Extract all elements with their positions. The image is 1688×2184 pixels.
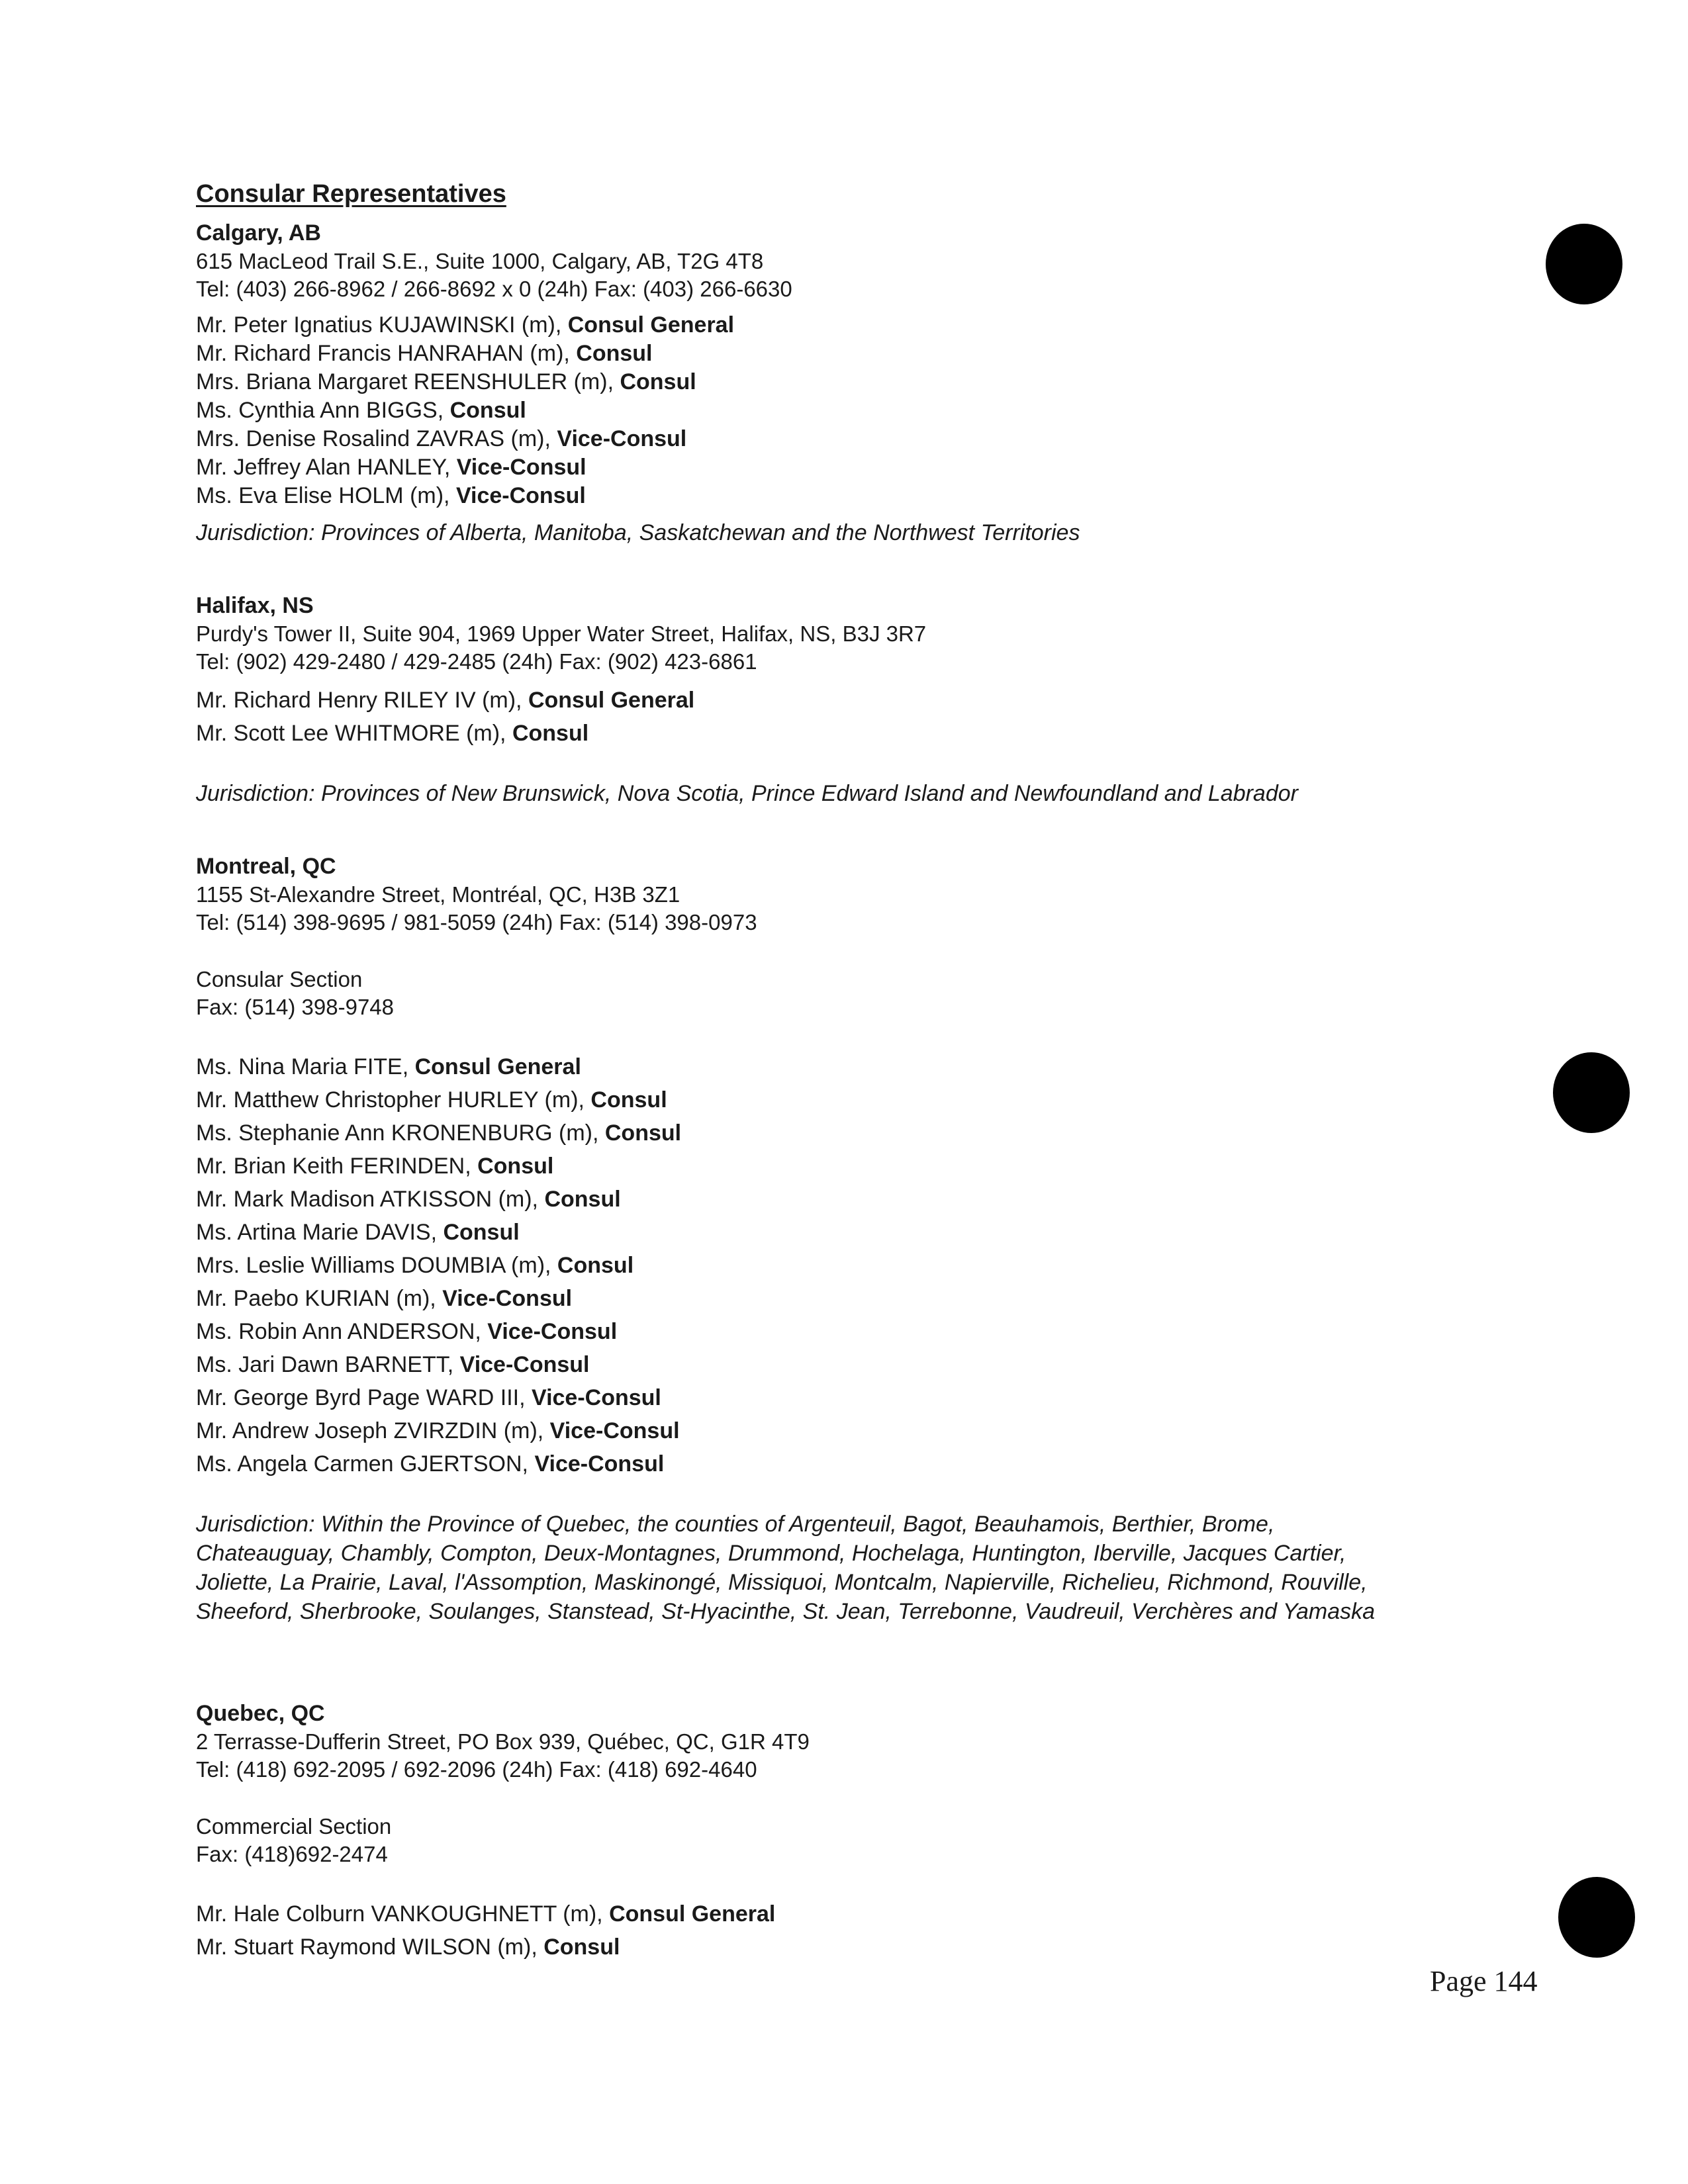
telephone: Tel: (902) 429-2480 / 429-2485 (24h) Fax: (902) 423-6861 [196, 649, 757, 674]
section-name: Commercial Section [196, 1814, 392, 1839]
staff-entry: Mr. George Byrd Page WARD III, Vice-Consul [196, 1385, 661, 1410]
address: Purdy's Tower II, Suite 904, 1969 Upper Water Street, Halifax, NS, B3J 3R7 [196, 621, 927, 646]
address: 2 Terrasse-Dufferin Street, PO Box 939, Québec, QC, G1R 4T9 [196, 1729, 810, 1754]
staff-entry: Mr. Scott Lee WHITMORE (m), Consul [196, 721, 589, 746]
staff-entry: Mr. Richard Henry RILEY IV (m), Consul General [196, 688, 695, 713]
document-body [196, 177, 1520, 1964]
staff-entry: Mr. Brian Keith FERINDEN, Consul [196, 1154, 554, 1179]
staff-entry: Mrs. Leslie Williams DOUMBIA (m), Consul [196, 1253, 634, 1278]
staff-entry: Mr. Stuart Raymond WILSON (m), Consul [196, 1934, 620, 1960]
jurisdiction-line: Sheeford, Sherbrooke, Soulanges, Stanstead, St-Hyacinthe, St. Jean, Terrebonne, Vaudreuil, Verchères and Yamaska [196, 1599, 1376, 1624]
staff-entry: Mr. Andrew Joseph ZVIRZDIN (m), Vice-Consul [196, 1418, 680, 1443]
staff-entry: Ms. Artina Marie DAVIS, Consul [196, 1220, 520, 1245]
calgary-section [196, 218, 1520, 547]
punch-hole-mark [1546, 224, 1622, 304]
address: 1155 St-Alexandre Street, Montréal, QC, H3B 3Z1 [196, 882, 680, 907]
telephone: Tel: (418) 692-2095 / 692-2096 (24h) Fax: (418) 692-4640 [196, 1757, 757, 1782]
staff-entry: Mr. Mark Madison ATKISSON (m), Consul [196, 1187, 621, 1212]
section-name: Consular Section [196, 967, 363, 991]
staff-entry: Ms. Stephanie Ann KRONENBURG (m), Consul [196, 1120, 682, 1146]
staff-entry: Mr. Hale Colburn VANKOUGHNETT (m), Consul General [196, 1901, 776, 1927]
staff-entry: Mr. Paebo KURIAN (m), Vice-Consul [196, 1286, 573, 1311]
city-title: Montreal, QC [196, 854, 336, 879]
staff-entry: Mrs. Denise Rosalind ZAVRAS (m), Vice-Consul [196, 426, 687, 451]
jurisdiction-line: Joliette, La Prairie, Laval, l'Assomption, Maskinongé, Missiquoi, Montcalm, Napierville, Richelieu, Richmond, Rouville, [196, 1570, 1368, 1595]
page-heading: Consular Representatives [196, 180, 506, 208]
staff-entry: Mr. Jeffrey Alan HANLEY, Vice-Consul [196, 455, 586, 480]
staff-entry: Ms. Nina Maria FITE, Consul General [196, 1054, 581, 1079]
section-fax: Fax: (418)692-2474 [196, 1842, 388, 1866]
jurisdiction: Jurisdiction: Provinces of New Brunswick, Nova Scotia, Prince Edward Island and Newfoundland and Labrador [196, 781, 1298, 806]
staff-entry: Mr. Matthew Christopher HURLEY (m), Consul [196, 1087, 667, 1113]
punch-hole-mark [1558, 1877, 1635, 1958]
staff-entry: Mr. Richard Francis HANRAHAN (m), Consul [196, 341, 653, 366]
jurisdiction: Jurisdiction: Provinces of Alberta, Manitoba, Saskatchewan and the Northwest Territories [196, 520, 1080, 545]
staff-entry: Ms. Robin Ann ANDERSON, Vice-Consul [196, 1319, 618, 1344]
telephone: Tel: (403) 266-8962 / 266-8692 x 0 (24h) Fax: (403) 266-6630 [196, 277, 792, 301]
staff-entry: Ms. Cynthia Ann BIGGS, Consul [196, 398, 526, 423]
staff-entry: Ms. Jari Dawn BARNETT, Vice-Consul [196, 1352, 590, 1377]
halifax-section [196, 591, 1520, 808]
staff-entry: Ms. Eva Elise HOLM (m), Vice-Consul [196, 483, 586, 508]
punch-hole-mark [1553, 1052, 1630, 1133]
city-title: Calgary, AB [196, 220, 321, 246]
jurisdiction-line: Chateauguay, Chambly, Compton, Deux-Montagnes, Drummond, Hochelaga, Huntington, Iberville, Jacques Cartier, [196, 1541, 1346, 1566]
city-title: Quebec, QC [196, 1701, 325, 1726]
city-title: Halifax, NS [196, 593, 314, 618]
section-fax: Fax: (514) 398-9748 [196, 995, 395, 1019]
page-number: Page 144 [1430, 1965, 1538, 1997]
address: 615 MacLeod Trail S.E., Suite 1000, Calgary, AB, T2G 4T8 [196, 249, 764, 273]
staff-entry: Ms. Angela Carmen GJERTSON, Vice-Consul [196, 1451, 665, 1477]
quebec-section [196, 1699, 1520, 1964]
staff-entry: Mr. Peter Ignatius KUJAWINSKI (m), Consul General [196, 312, 735, 338]
staff-entry: Mrs. Briana Margaret REENSHULER (m), Consul [196, 369, 696, 394]
montreal-section [196, 852, 1520, 1626]
telephone: Tel: (514) 398-9695 / 981-5059 (24h) Fax: (514) 398-0973 [196, 910, 757, 934]
jurisdiction-line: Jurisdiction: Within the Province of Quebec, the counties of Argenteuil, Bagot, Beauhamois, Berthier, Brome, [196, 1512, 1275, 1537]
